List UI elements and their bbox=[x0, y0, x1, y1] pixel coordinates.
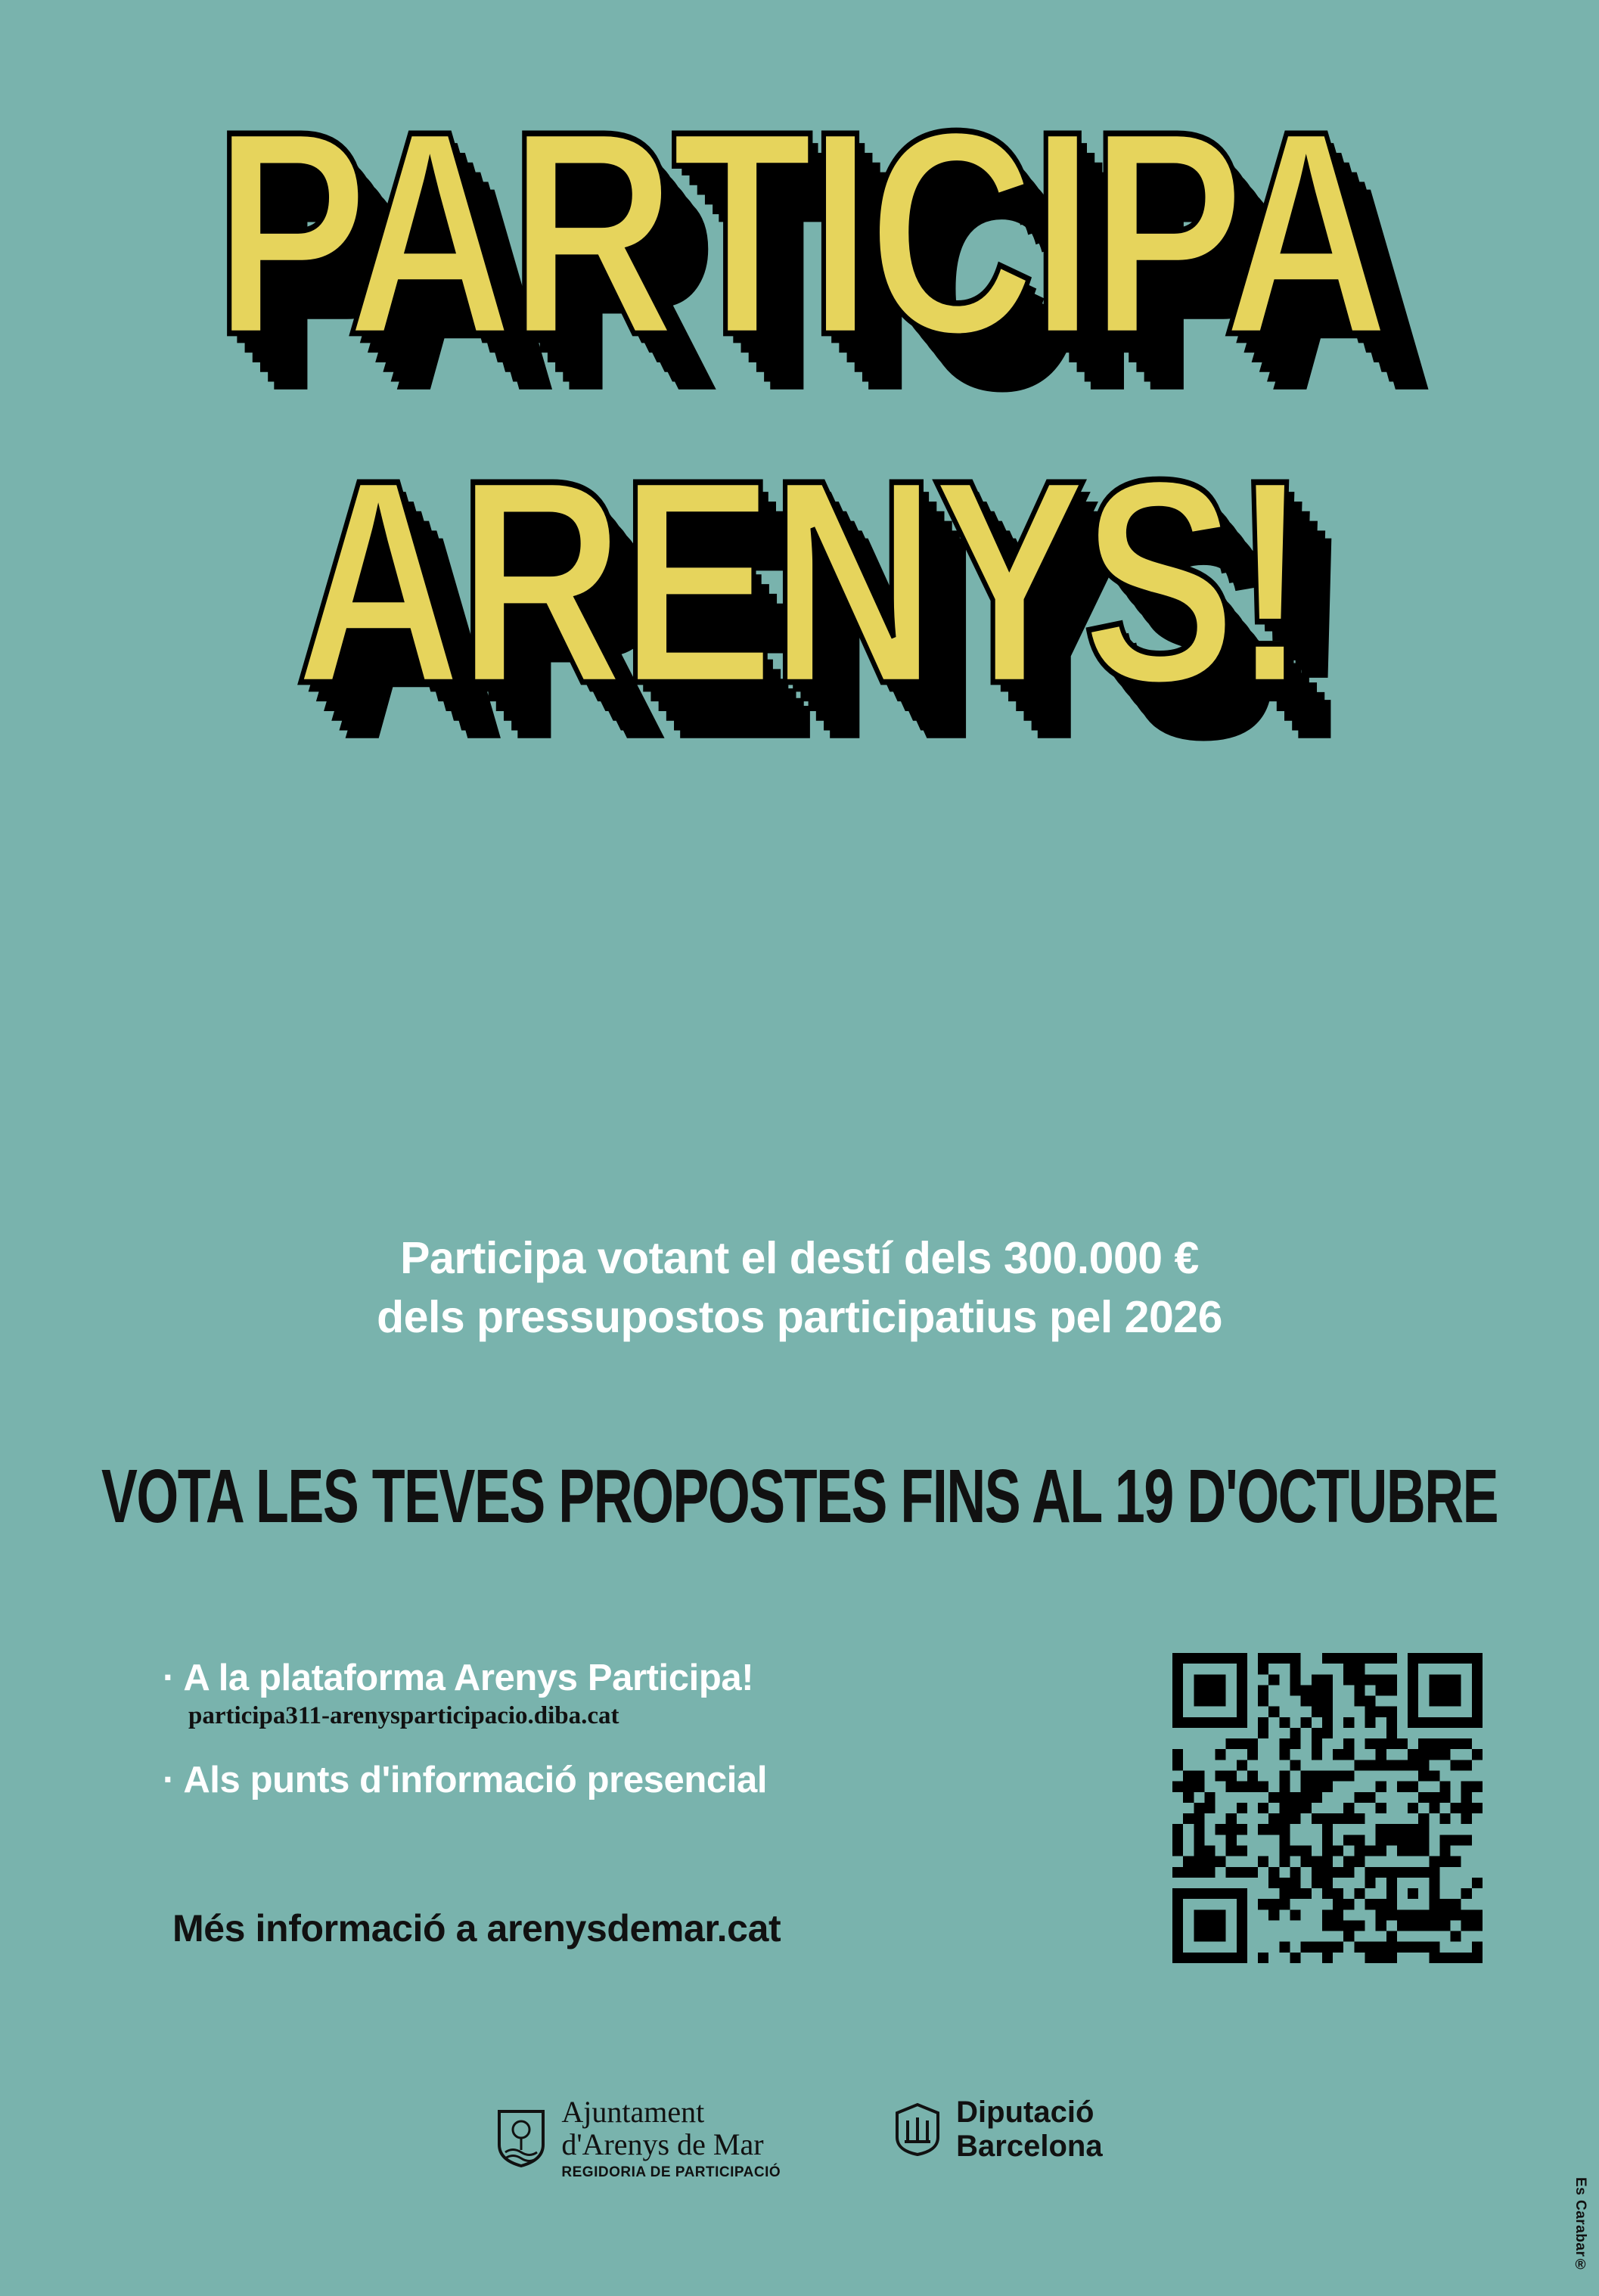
info-item-platform: · A la plataforma Arenys Participa! bbox=[163, 1658, 754, 1698]
ajuntament-wordmark bbox=[561, 2096, 781, 2181]
ajuntament-line-2: d'Arenys de Mar bbox=[561, 2127, 764, 2162]
ajuntament-crest-icon bbox=[496, 2108, 546, 2167]
qr-code[interactable] bbox=[1172, 1653, 1483, 1963]
info-list bbox=[163, 1657, 1055, 1801]
logo-diputacio bbox=[894, 2096, 1102, 2164]
poster-subtitle bbox=[0, 1229, 1599, 1347]
diputacio-line-2: Barcelona bbox=[956, 2129, 1103, 2163]
ajuntament-line-3: REGIDORIA DE PARTICIPACIÓ bbox=[561, 2164, 781, 2181]
diputacio-crest-icon bbox=[894, 2102, 941, 2157]
platform-url[interactable]: participa311-arenysparticipacio.diba.cat bbox=[188, 1702, 619, 1729]
more-info-text[interactable]: Més informació a arenysdemar.cat bbox=[172, 1907, 781, 1950]
designer-credit: Es Carabar® bbox=[1573, 2177, 1588, 2273]
diputacio-line-1: Diputació bbox=[956, 2096, 1094, 2129]
info-item-presencial: · Als punts d'informació presencial bbox=[163, 1760, 768, 1800]
logo-ajuntament bbox=[496, 2096, 781, 2181]
poster-headline bbox=[0, 70, 1599, 744]
headline-line-2: ARENYS! bbox=[294, 418, 1305, 744]
subtitle-line-2: dels pressupostos participatius pel 2026 bbox=[377, 1291, 1222, 1342]
qr-code-canvas[interactable] bbox=[1172, 1653, 1483, 1963]
diputacio-wordmark bbox=[956, 2096, 1102, 2164]
headline-line-1: PARTICIPA bbox=[213, 70, 1386, 396]
footer-logos bbox=[0, 2096, 1599, 2181]
ajuntament-line-1: Ajuntament bbox=[561, 2095, 705, 2129]
deadline-banner: VOTA LES TEVES PROPOSTES FINS AL 19 D'OCTUBRE bbox=[101, 1453, 1498, 1539]
subtitle-line-1: Participa votant el destí dels 300.000 € bbox=[400, 1233, 1199, 1283]
